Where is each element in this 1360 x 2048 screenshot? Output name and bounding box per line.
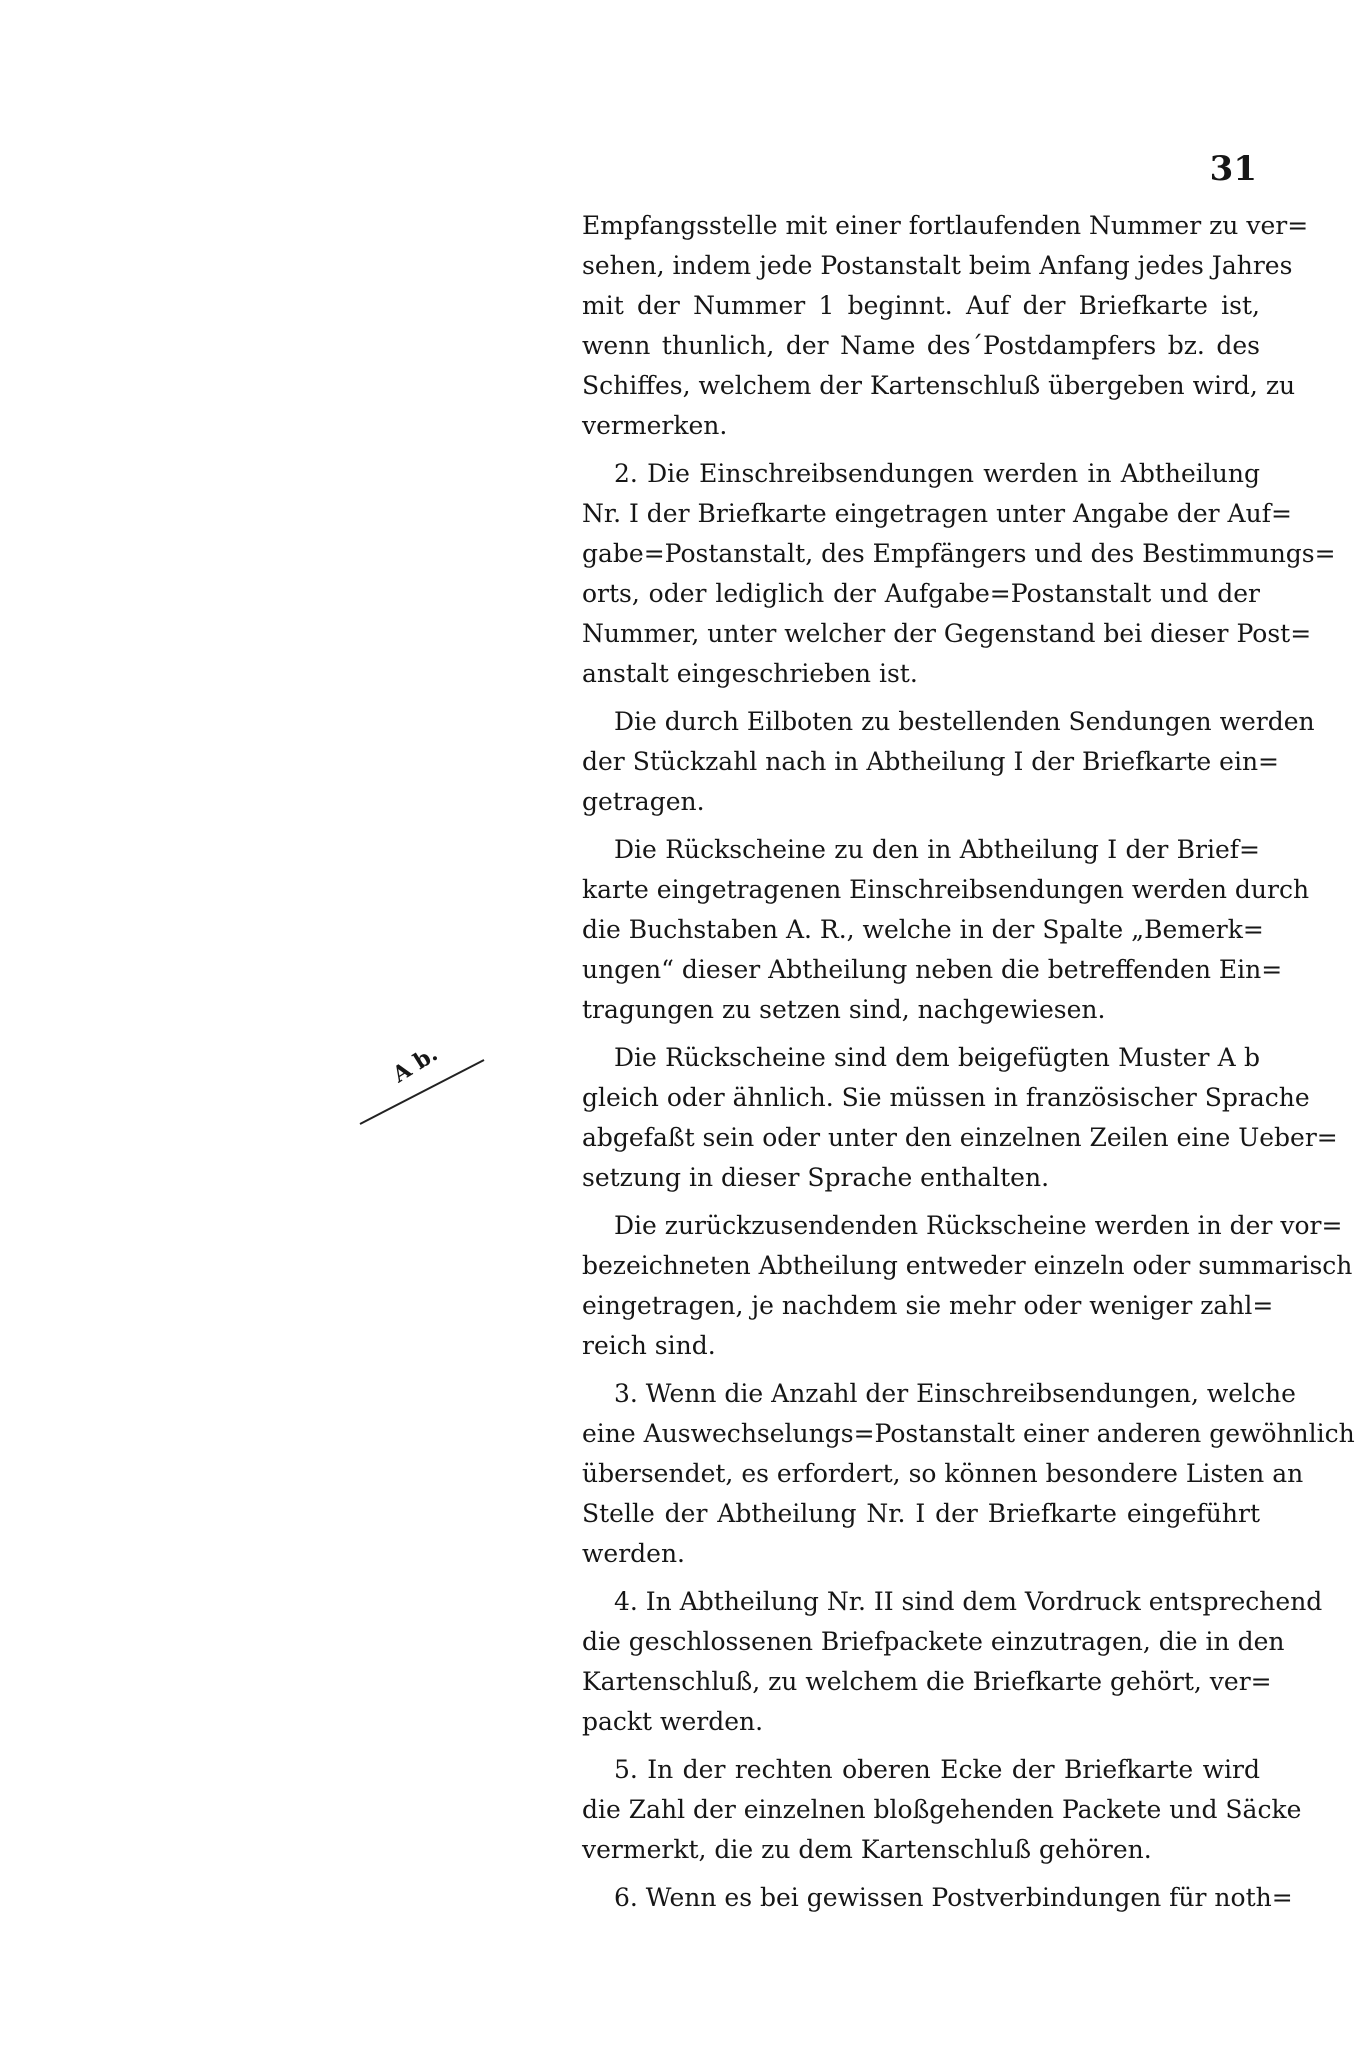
text-line: 2. Die Einschreibsendungen werden in Abtheilung bbox=[614, 459, 1260, 488]
paragraph bbox=[582, 1374, 1355, 1574]
margin-note-label: A b. bbox=[388, 1040, 443, 1089]
paragraph bbox=[582, 830, 1310, 1030]
text-line: sehen, indem jede Postanstalt beim Anfang jedes Jahres bbox=[582, 251, 1293, 280]
text-line: karte eingetragenen Einschreibsendungen werden durch bbox=[582, 875, 1310, 904]
text-line: Stelle der Abtheilung Nr. I der Briefkarte eingeführt bbox=[582, 1499, 1260, 1528]
text-line: Nummer, unter welcher der Gegenstand bei dieser Post= bbox=[582, 619, 1312, 648]
text-line: Kartenschluß, zu welchem die Briefkarte gehört, ver= bbox=[582, 1667, 1272, 1696]
paragraph bbox=[582, 206, 1309, 446]
text-line: gabe=Postanstalt, des Empfängers und des Bestimmungs= bbox=[582, 539, 1336, 568]
text-line: die Buchstaben A. R., welche in der Spalte „Bemerk= bbox=[582, 915, 1264, 944]
text-line: wenn thunlich, der Name des´Postdampfers bz. des bbox=[582, 331, 1260, 360]
text-line: Die Rückscheine zu den in Abtheilung I der Brief= bbox=[614, 835, 1260, 864]
paragraph bbox=[582, 1878, 1293, 1918]
text-line: packt werden. bbox=[582, 1707, 764, 1736]
text-line: vermerken. bbox=[582, 411, 728, 440]
text-line: tragungen zu setzen sind, nachgewiesen. bbox=[582, 995, 1106, 1024]
margin-note bbox=[358, 1040, 498, 1136]
text-line: anstalt eingeschrieben ist. bbox=[582, 659, 918, 688]
text-line: 5. In der rechten oberen Ecke der Briefkarte wird bbox=[614, 1755, 1260, 1784]
text-line: Die Rückscheine sind dem beigefügten Muster A b bbox=[614, 1043, 1260, 1072]
text-line: eine Auswechselungs=Postanstalt einer anderen gewöhnlich bbox=[582, 1419, 1355, 1448]
text-line: setzung in dieser Sprache enthalten. bbox=[582, 1163, 1050, 1192]
text-line: übersendet, es erfordert, so können besondere Listen an bbox=[582, 1459, 1304, 1488]
body-text bbox=[582, 206, 1355, 1926]
text-line: orts, oder lediglich der Aufgabe=Postanstalt und der bbox=[582, 579, 1260, 608]
text-line: gleich oder ähnlich. Sie müssen in französischer Sprache bbox=[582, 1083, 1310, 1112]
text-line: Schiffes, welchem der Kartenschluß übergeben wird, zu bbox=[582, 371, 1296, 400]
text-line: abgefaßt sein oder unter den einzelnen Zeilen eine Ueber= bbox=[582, 1123, 1338, 1152]
text-line: eingetragen, je nachdem sie mehr oder weniger zahl= bbox=[582, 1291, 1274, 1320]
text-line: Nr. I der Briefkarte eingetragen unter Angabe der Auf= bbox=[582, 499, 1292, 528]
paragraph bbox=[582, 454, 1336, 694]
text-line: Empfangsstelle mit einer fortlaufenden Nummer zu ver= bbox=[582, 211, 1309, 240]
text-line: vermerkt, die zu dem Kartenschluß gehören. bbox=[582, 1835, 1152, 1864]
text-line: Die zurückzusendenden Rückscheine werden in der vor= bbox=[614, 1211, 1343, 1240]
page-number: 31 bbox=[1209, 149, 1257, 189]
text-line: die Zahl der einzelnen bloßgehenden Packete und Säcke bbox=[582, 1795, 1302, 1824]
text-line: getragen. bbox=[582, 787, 705, 816]
text-line: die geschlossenen Briefpackete einzutragen, die in den bbox=[582, 1627, 1285, 1656]
text-line: werden. bbox=[582, 1539, 685, 1568]
paragraph bbox=[582, 1582, 1323, 1742]
text-line: Die durch Eilboten zu bestellenden Sendungen werden bbox=[614, 707, 1315, 736]
text-line: reich sind. bbox=[582, 1331, 716, 1360]
text-line: bezeichneten Abtheilung entweder einzeln oder summarisch bbox=[582, 1251, 1353, 1280]
paragraph bbox=[582, 1038, 1338, 1198]
paragraph bbox=[582, 1750, 1302, 1870]
text-line: 6. Wenn es bei gewissen Postverbindungen für noth= bbox=[614, 1883, 1293, 1912]
text-line: 4. In Abtheilung Nr. II sind dem Vordruck entsprechend bbox=[614, 1587, 1323, 1616]
paragraph bbox=[582, 1206, 1353, 1366]
text-line: 3. Wenn die Anzahl der Einschreibsendungen, welche bbox=[614, 1379, 1296, 1408]
text-line: mit der Nummer 1 beginnt. Auf der Briefkarte ist, bbox=[582, 291, 1260, 320]
text-line: ungen“ dieser Abtheilung neben die betreffenden Ein= bbox=[582, 955, 1283, 984]
paragraph bbox=[582, 702, 1315, 822]
text-line: der Stückzahl nach in Abtheilung I der Briefkarte ein= bbox=[582, 747, 1279, 776]
